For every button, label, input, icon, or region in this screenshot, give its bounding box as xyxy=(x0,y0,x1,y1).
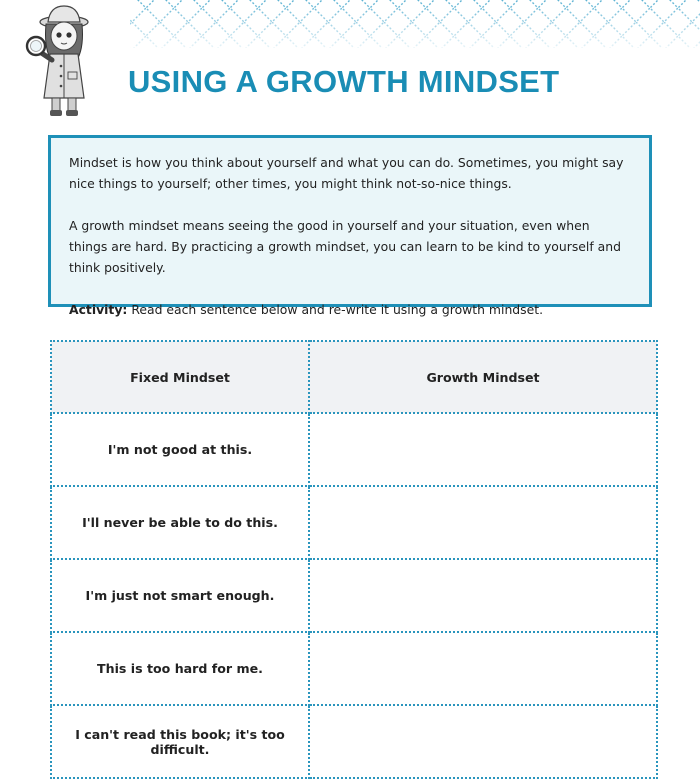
table-header-row xyxy=(51,341,657,413)
table-row xyxy=(51,632,657,705)
table-row xyxy=(51,705,657,778)
table-row xyxy=(51,413,657,486)
growth-answer-cell[interactable] xyxy=(309,413,657,486)
growth-answer-cell[interactable] xyxy=(309,705,657,778)
intro-box xyxy=(48,135,652,317)
table-row xyxy=(51,486,657,559)
fixed-statement: I can't read this book; it's too difficult. xyxy=(51,705,309,778)
page-title: USING A GROWTH MINDSET xyxy=(128,64,560,99)
explorer-girl-with-magnifying-glass-icon xyxy=(22,2,102,120)
fixed-statement: This is too hard for me. xyxy=(51,632,309,705)
fixed-statement: I'm just not smart enough. xyxy=(51,559,309,632)
diamond-lattice-pattern xyxy=(0,0,700,48)
intro-paragraph-1: Mindset is how you think about yourself and what you can do. Sometimes, you might say nice things to yourself; other times, you might think not-so-nice things. xyxy=(69,155,624,191)
header-fixed-mindset: Fixed Mindset xyxy=(51,341,309,413)
fixed-statement: I'll never be able to do this. xyxy=(51,486,309,559)
growth-answer-cell[interactable] xyxy=(309,559,657,632)
growth-answer-cell[interactable] xyxy=(309,632,657,705)
intro-paragraph-2: A growth mindset means seeing the good in yourself and your situation, even when things are hard. By practicing a growth mindset, you can learn to be kind to yourself and think positively. xyxy=(69,218,621,275)
growth-answer-cell[interactable] xyxy=(309,486,657,559)
activity-instructions xyxy=(69,299,631,320)
header-growth-mindset: Growth Mindset xyxy=(309,341,657,413)
fixed-statement: I'm not good at this. xyxy=(51,413,309,486)
activity-text: Read each sentence below and re-write it using a growth mindset. xyxy=(127,302,544,317)
activity-label: Activity: xyxy=(69,302,128,317)
table-row xyxy=(51,559,657,632)
mindset-table xyxy=(50,340,658,779)
